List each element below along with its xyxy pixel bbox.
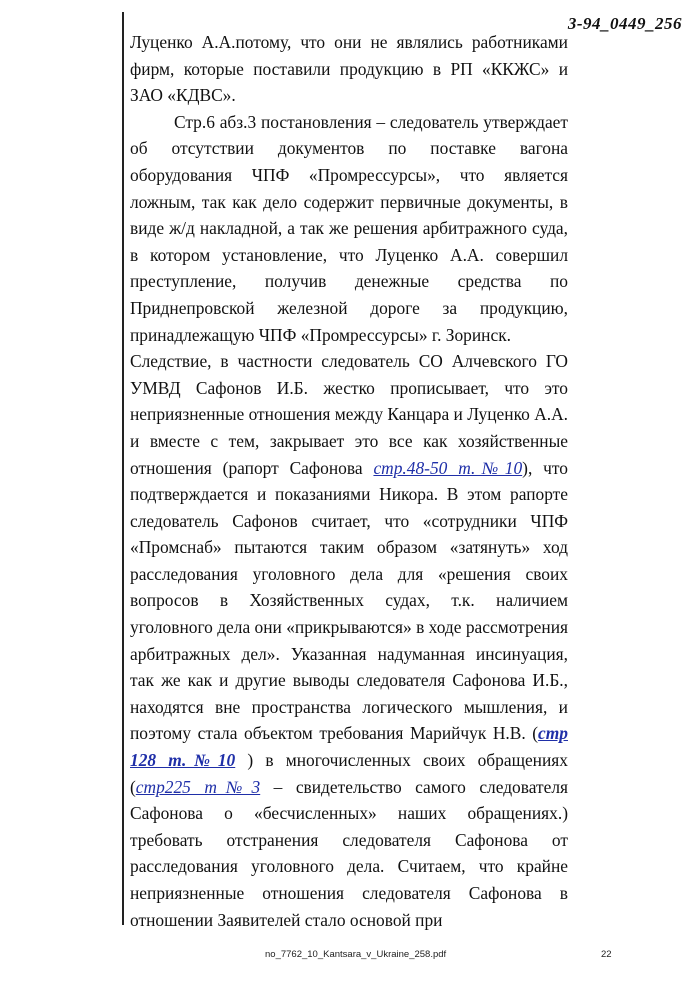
- document-body: [130, 29, 568, 933]
- document-id: 3-94_0449_256: [567, 14, 682, 33]
- case-reference-link-3[interactable]: стр225 т№3: [135, 776, 261, 797]
- paragraph-3: [130, 348, 568, 933]
- paragraph-1: Луценко А.А.потому, что они не являлись работниками фирм, которые поставили продукцию в РП «ККЖС» и ЗАО «КДВС».: [130, 32, 568, 106]
- margin-rule: [122, 12, 124, 925]
- paragraph-3-text-3: ) в многочисленных своих обращениях (: [130, 750, 568, 797]
- paragraph-3-text-4: – свидетельство самого следователя Сафонова о «бесчисленных» наших обращениях.) требовать отстранения следователя Сафонова от расследования уголовного дела. Считаем, что крайне неприязненные отношения следователя Сафонова в отношении Заявителей стало основой при: [130, 776, 568, 930]
- footer-filename: no_7762_10_Kantsara_v_Ukraine_258.pdf: [265, 949, 447, 960]
- footer-page-number: 22: [601, 949, 612, 960]
- case-reference-link-2[interactable]: стр 128 т.№10: [130, 723, 568, 771]
- case-reference-link-1[interactable]: стр.48-50 т.№10: [373, 457, 523, 478]
- paragraph-3-text-2: ), что подтверждается и показаниями Никора. В этом рапорте следователь Сафонов считает, что «сотрудники ЧПФ «Промснаб» пытаются таким образом «затянуть» ход расследования уголовного дела для «решения своих вопросов в Хозяйственных судах, т.к. наличием уголовного дела они «прикрываются» в ходе рассмотрения арбитражных дел». Указанная надуманная инсинуация, так же как и другие выводы следователя Сафонова И.Б., находятся вне пространства логического мышления, и поэтому стала объектом требования Марийчук Н.В. (: [130, 457, 568, 744]
- paragraph-3-text-1: Следствие, в частности следователь СО Алчевского ГО УМВД Сафонов И.Б. жестко прописывает, что это неприязненные отношения между Канцара и Луценко А.А. и вместе с тем, закрывает это все как хозяйственные отношения (рапорт Сафонова: [130, 351, 569, 478]
- paragraph-2: Стр.6 абз.3 постановления – следователь утверждает об отсутствии документов по поставке вагона оборудования ЧПФ «Промрессурсы», что является ложным, так как дело содержит первичные документы, в виде ж/д накладной, а так же решения арбитражного суда, в котором установление, что Луценко А.А. совершил преступление, получив денежные средства по Приднепровской железной дороге за продукцию, принадлежащую ЧПФ «Промрессурсы» г. Зоринск.: [130, 111, 568, 345]
